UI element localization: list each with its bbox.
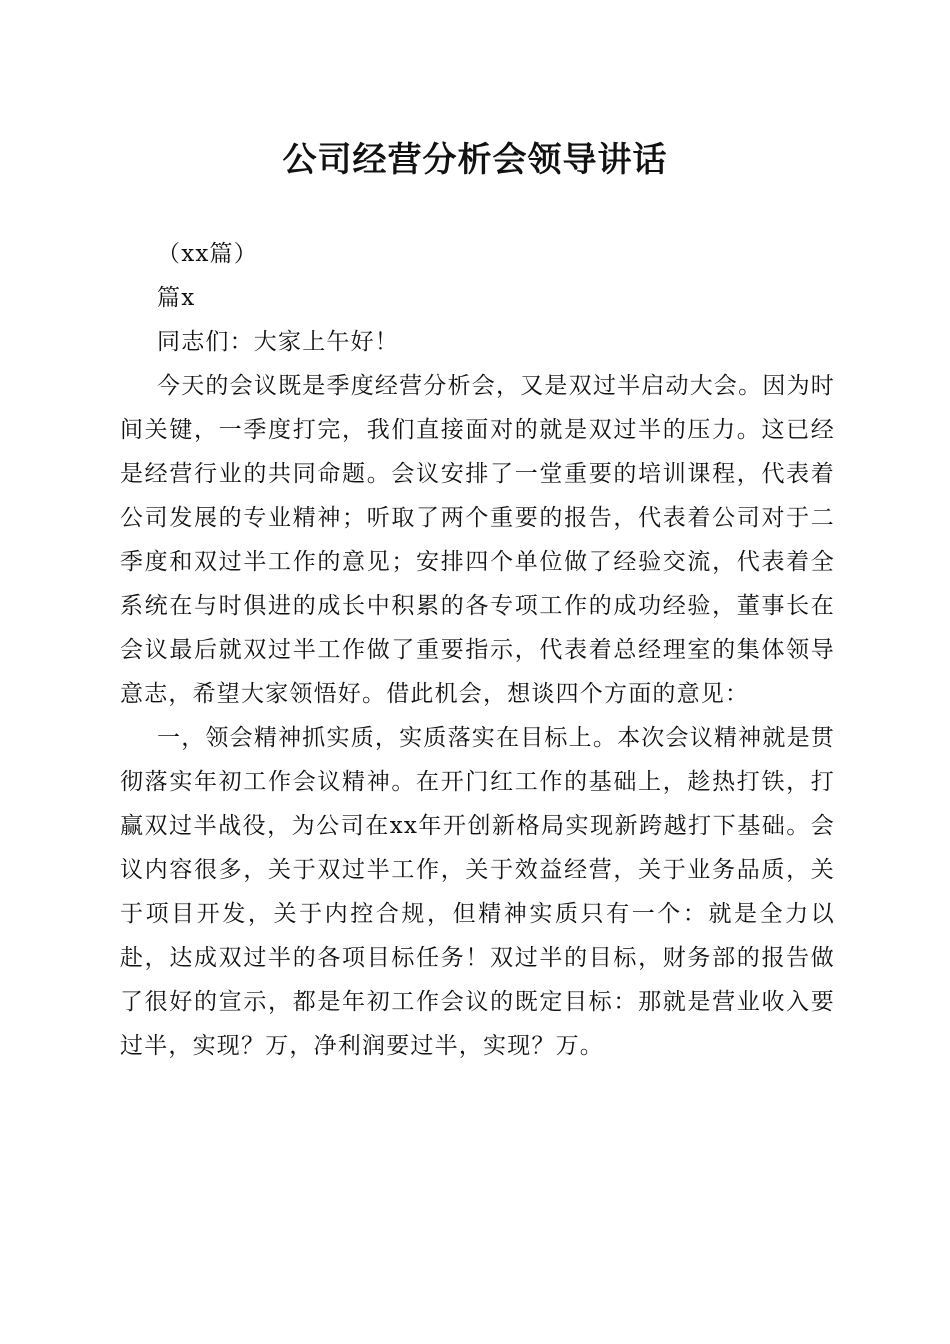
paragraph-intro: 今天的会议既是季度经营分析会，又是双过半启动大会。因为时间关键，一季度打完，我们直接面对的就是双过半的压力。这已经是经营行业的共同命题。会议安排了一堂重要的培训课程，代表着公司发展的专业精神；听取了两个重要的报告，代表着公司对于二季度和双过半工作的意见；安排四个单位做了经验交流，代表着全系统在与时俱进的成长中积累的各专项工作的成功经验，董事长在会议最后就双过半工作做了重要指示，代表着总经理室的集体领导意志，希望大家领悟好。借此机会，想谈四个方面的意见： [120,373,835,707]
document-body [120,232,835,1068]
paragraph-section-label: 篇x [157,285,196,311]
paragraph-count-note: （xx篇） [157,241,258,267]
document-title: 公司经营分析会领导讲话 [282,140,668,180]
paragraph-point-one: 一，领会精神抓实质，实质落实在目标上。本次会议精神就是贯彻落实年初工作会议精神。在开门红工作的基础上，趁热打铁，打赢双过半战役，为公司在xx年开创新格局实现新跨越打下基础。会议内容很多，关于双过半工作，关于效益经营，关于业务品质，关于项目开发，关于内控合规，但精神实质只有一个：就是全力以赴，达成双过半的各项目标任务！双过半的目标，财务部的报告做了很好的宣示，都是年初工作会议的既定目标：那就是营业收入要过半，实现？万，净利润要过半，实现？万。 [120,725,835,1059]
paragraph-greeting: 同志们：大家上午好！ [157,329,399,355]
